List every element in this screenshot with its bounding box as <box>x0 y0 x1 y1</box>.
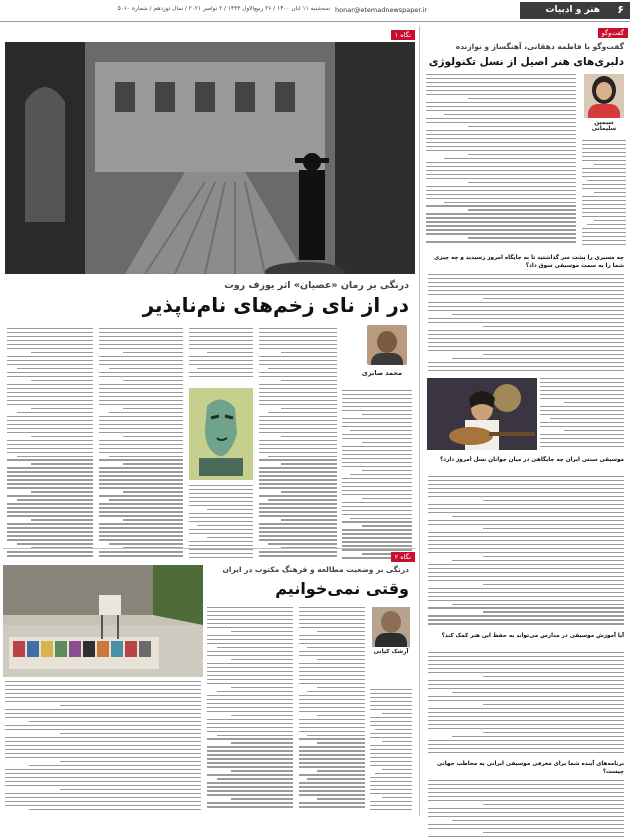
article-body-col-1 <box>259 328 337 563</box>
article-body-col-0 <box>342 390 412 563</box>
bottom-body-col-0 <box>370 689 412 814</box>
bookstall-photo <box>3 565 203 677</box>
column-divider <box>419 26 420 816</box>
article-kicker: درنگی بر رمان «عصیان» اثر یوزف روت <box>224 280 409 291</box>
bottom-article-headline: وقتی نمی‌خوانیم <box>275 579 409 598</box>
interview-author-photo <box>584 74 624 118</box>
section-name: هنر و ادبیات <box>545 5 600 15</box>
bottom-article <box>3 548 415 818</box>
bottom-author-box <box>370 607 412 683</box>
section-banner <box>520 2 630 19</box>
article-body-col-4 <box>7 328 93 563</box>
article-tag: نگاه ۱ <box>391 30 415 40</box>
interview-tag: گفت‌وگو <box>598 28 628 38</box>
interview-intro-right <box>582 140 626 250</box>
interview-intro <box>426 74 576 250</box>
bottom-article-kicker: درنگی بر وضعیت مطالعه و فرهنگ مکتوب در ایران <box>222 565 409 574</box>
book-cover-image <box>189 388 253 480</box>
interview-answer-1 <box>428 274 624 374</box>
author-name: محمد صابری <box>361 369 403 377</box>
page-number: ۶ <box>617 3 624 16</box>
interview-article <box>423 28 628 818</box>
author-box <box>342 325 412 385</box>
interview-headline: دلبری‌های هنر اصیل از نسل تکنولوژی <box>428 56 624 68</box>
interview-question-2: موسیقی سنتی ایران چه جایگاهی در میان جوانان نسل امروز دارد؟ <box>440 457 624 463</box>
article-body-col-2 <box>189 328 253 383</box>
interview-answer-1b <box>540 378 624 450</box>
top-article <box>3 30 415 570</box>
article-body-col-3 <box>99 328 183 563</box>
bottom-author-name: آرشک کیانی <box>373 649 409 655</box>
bottom-body-col-2 <box>207 607 293 814</box>
interview-answer-3 <box>428 652 624 756</box>
bottom-caption-lines <box>5 681 201 813</box>
bottom-author-photo <box>372 607 410 647</box>
interview-question-3: آیا آموزش موسیقی در مدارس می‌تواند به حفظ این هنر کمک کند؟ <box>441 633 624 639</box>
bottom-article-tag: نگاه ۲ <box>391 552 415 562</box>
musician-photo <box>427 378 537 450</box>
bottom-body-col-1 <box>299 607 365 814</box>
interview-question-4: برنامه‌های آینده شما برای معرفی موسیقی ایرانی به مخاطب جهانی چیست؟ <box>437 761 624 775</box>
interview-author-box <box>582 74 626 138</box>
interview-kicker: گفت‌وگو با فاطمه دهقانی، آهنگساز و نوازنده <box>455 42 624 51</box>
dateline: سه‌شنبه ۱۱ آبان ۱۴۰۰ / ۲۶ ربیع‌الاول ۱۴۴۳ / ۲ نوامبر ۲۰۲۱ / سال نوزدهم / شماره ۵۰۶۰ <box>117 6 330 12</box>
author-photo <box>367 325 407 365</box>
article-headline: در از نای زخم‌های نام‌ناپذیر <box>142 293 409 317</box>
article-photo <box>5 42 415 274</box>
interview-answer-4 <box>428 780 624 840</box>
interview-answer-2 <box>428 476 624 628</box>
interview-author-name: سیمین سلیمانی <box>591 120 617 132</box>
section-email: honar@etemadnewspaper.ir <box>335 6 428 14</box>
page-header <box>0 0 630 22</box>
interview-question-1: چه مسیری را پشت سر گذاشتید تا به جایگاه امروز رسیدید و چه چیزی شما را به سمت موسیقی سوق داد؟ <box>434 255 624 269</box>
